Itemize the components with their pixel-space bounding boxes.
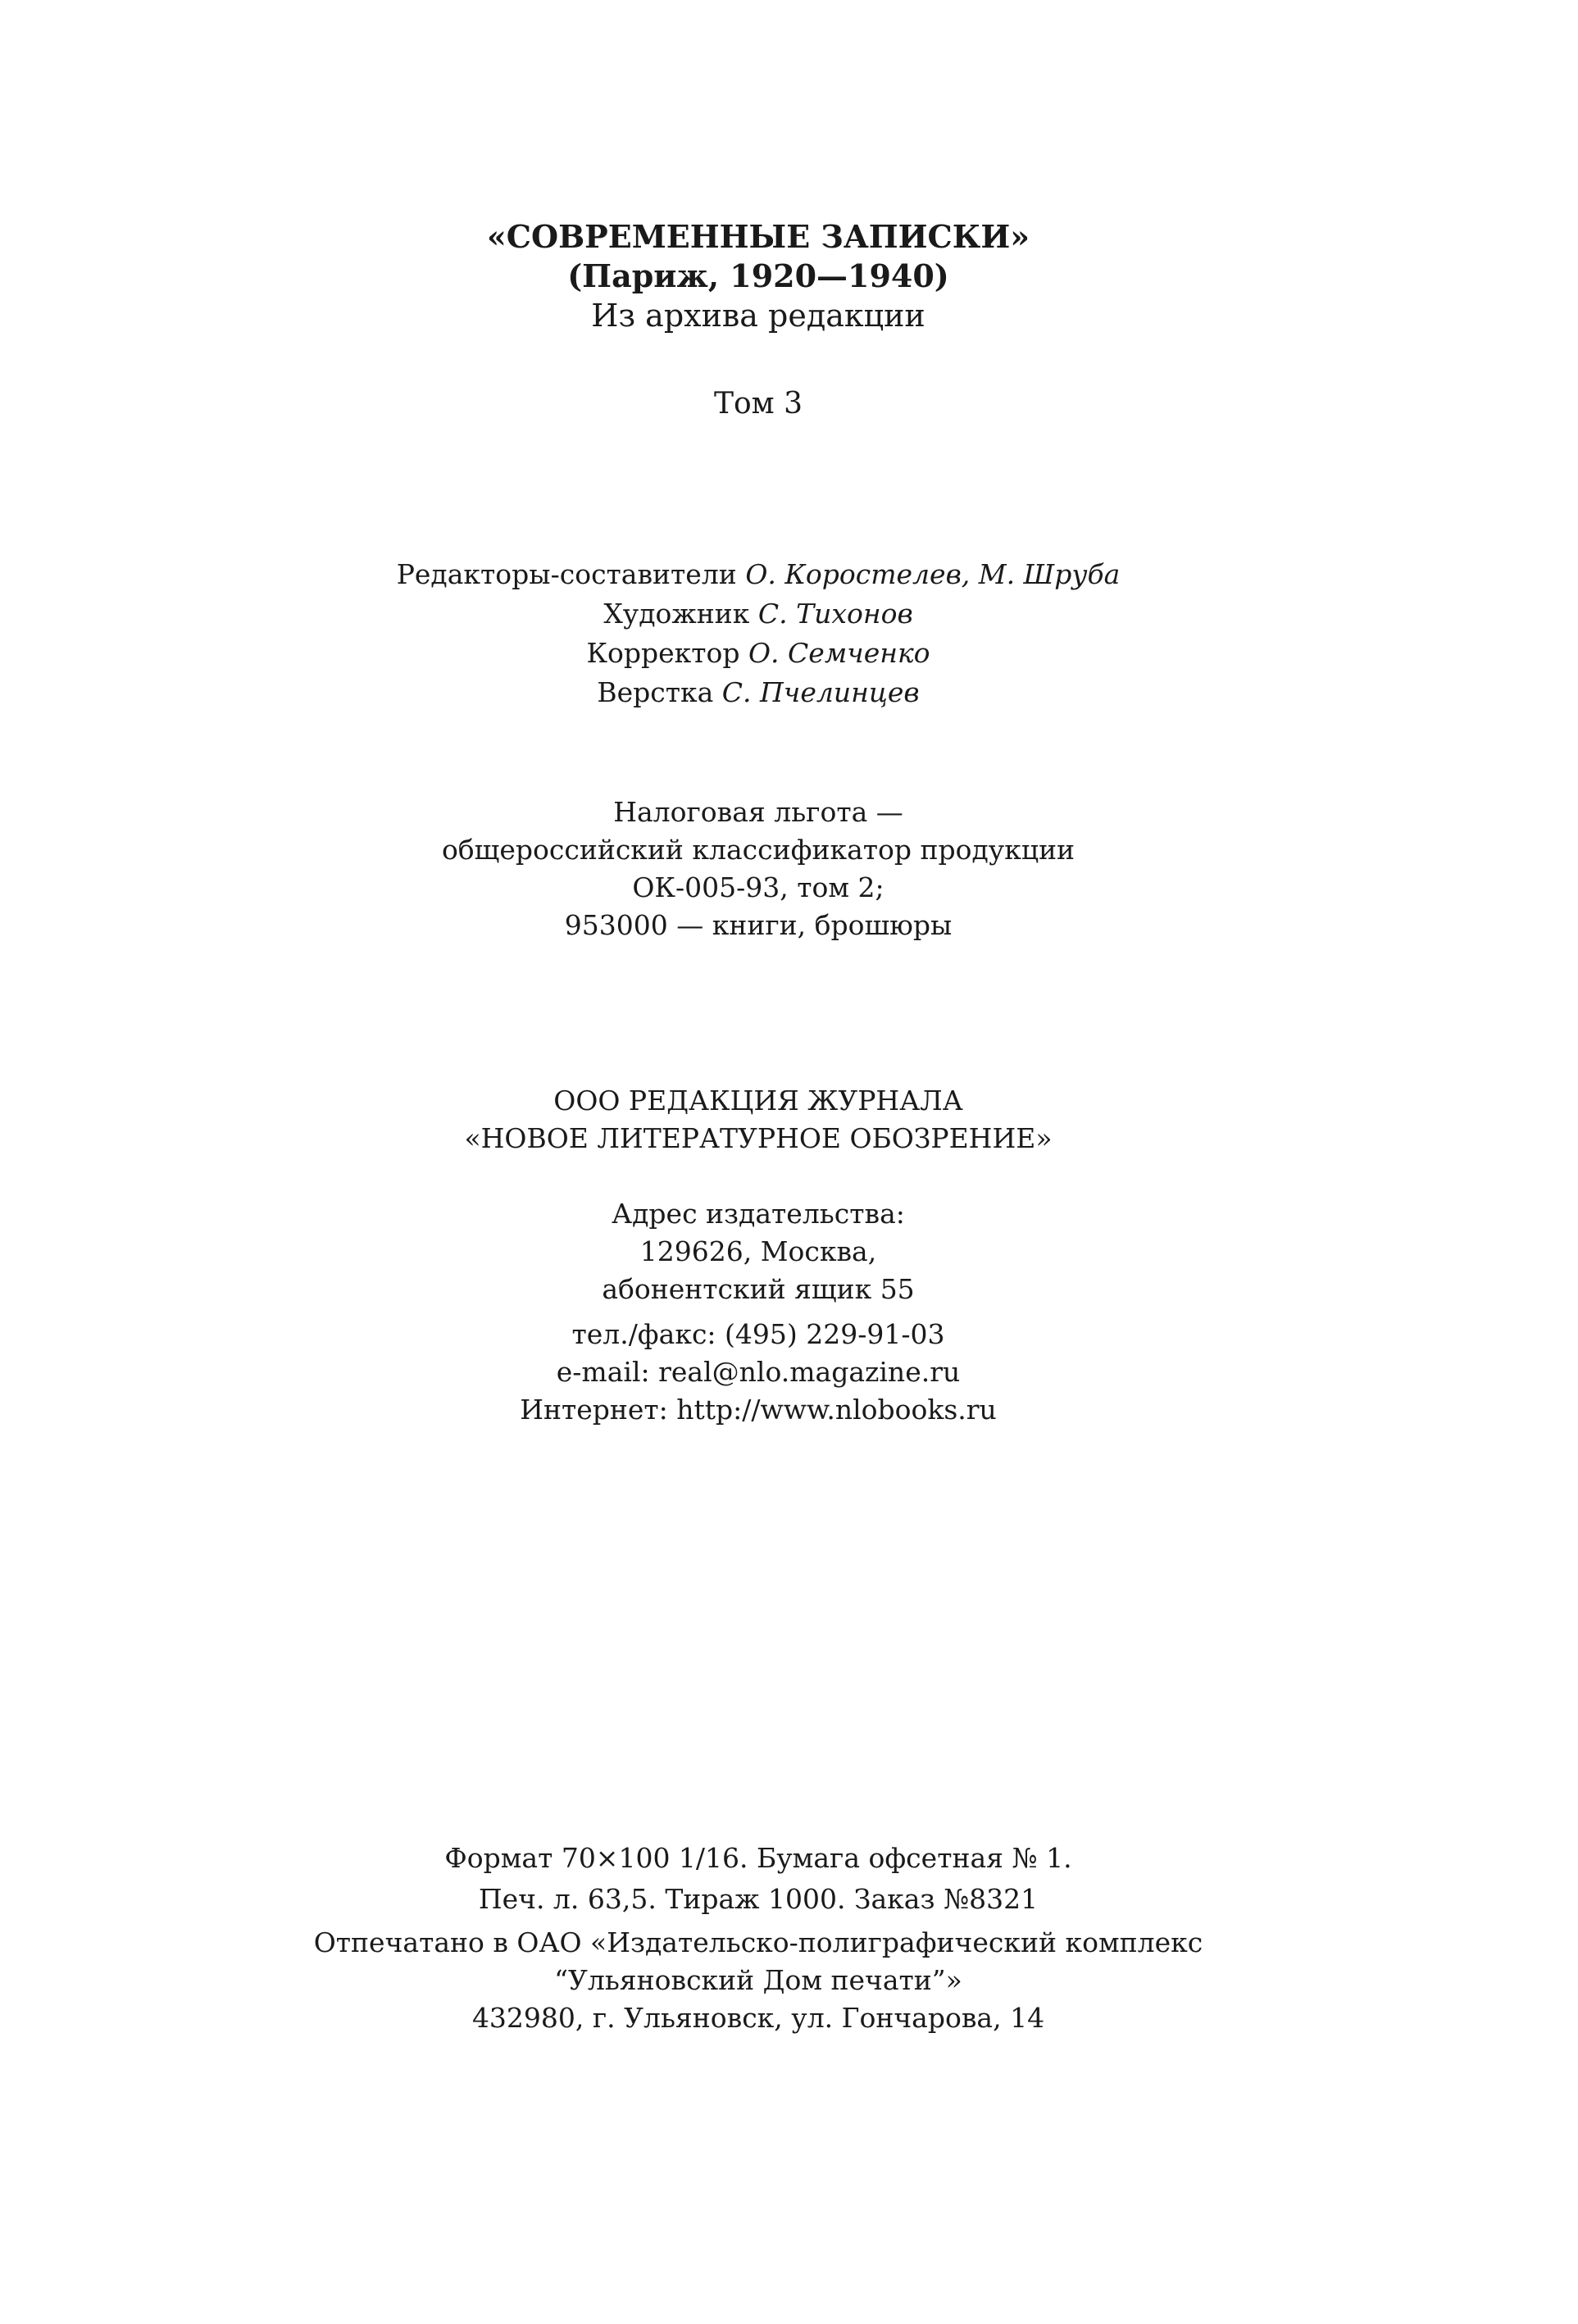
printer-block bbox=[0, 1924, 1517, 2037]
title-block bbox=[0, 217, 1517, 335]
tax-block bbox=[0, 794, 1517, 944]
credit-name: С. Пчелинцев bbox=[721, 676, 920, 708]
printer-line: “Ульяновский Дом печати”» bbox=[554, 1964, 962, 1996]
credit-proofreader bbox=[0, 634, 1517, 673]
format-block bbox=[0, 1838, 1517, 1920]
credit-editors bbox=[0, 555, 1517, 594]
series-title: «СОВРЕМЕННЫЕ ЗАПИСКИ» bbox=[486, 218, 1030, 255]
volume-label: Том 3 bbox=[713, 387, 803, 421]
tax-line: ОК-005-93, том 2; bbox=[632, 871, 884, 903]
credit-layout bbox=[0, 673, 1517, 712]
address-line: Адрес издательства: bbox=[612, 1198, 905, 1230]
credit-role: Редакторы-составители bbox=[396, 558, 737, 590]
credits-block bbox=[0, 555, 1517, 712]
volume-number bbox=[0, 385, 1517, 423]
format-line: Формат 70×100 1/16. Бумага офсетная № 1. bbox=[444, 1842, 1072, 1874]
credit-role: Верстка bbox=[597, 676, 714, 708]
credit-role: Художник bbox=[603, 598, 750, 630]
phone-line: тел./факс: (495) 229-91-03 bbox=[571, 1318, 945, 1350]
subtitle: Из архива редакции bbox=[591, 298, 925, 334]
tax-line: общероссийский классификатор продукции bbox=[441, 834, 1075, 866]
credit-name: С. Тихонов bbox=[757, 598, 913, 630]
website-line: Интернет: http://www.nlobooks.ru bbox=[520, 1394, 997, 1426]
publisher-line: ООО РЕДАКЦИЯ ЖУРНАЛА bbox=[553, 1085, 963, 1117]
credit-artist bbox=[0, 594, 1517, 634]
place-years: (Париж, 1920—1940) bbox=[567, 257, 949, 294]
credit-name: О. Коростелев, М. Шруба bbox=[745, 558, 1121, 590]
email-line: e-mail: real@nlo.magazine.ru bbox=[556, 1356, 961, 1388]
address-block bbox=[0, 1195, 1517, 1308]
tax-line: Налоговая льгота — bbox=[613, 796, 903, 828]
printer-line: Отпечатано в ОАО «Издательско-полиграфический комплекс bbox=[313, 1926, 1203, 1958]
printer-line: 432980, г. Ульяновск, ул. Гончарова, 14 bbox=[471, 2002, 1045, 2034]
format-line: Печ. л. 63,5. Тираж 1000. Заказ №8321 bbox=[478, 1883, 1039, 1915]
address-line: 129626, Москва, bbox=[639, 1235, 877, 1267]
credit-name: О. Семченко bbox=[748, 637, 930, 669]
publisher-line: «НОВОЕ ЛИТЕРАТУРНОЕ ОБОЗРЕНИЕ» bbox=[464, 1122, 1053, 1154]
contacts-block bbox=[0, 1316, 1517, 1429]
address-line: абонентский ящик 55 bbox=[602, 1273, 915, 1305]
credit-role: Корректор bbox=[586, 637, 740, 669]
publisher-block bbox=[0, 1082, 1517, 1157]
tax-line: 953000 — книги, брошюры bbox=[564, 909, 953, 941]
